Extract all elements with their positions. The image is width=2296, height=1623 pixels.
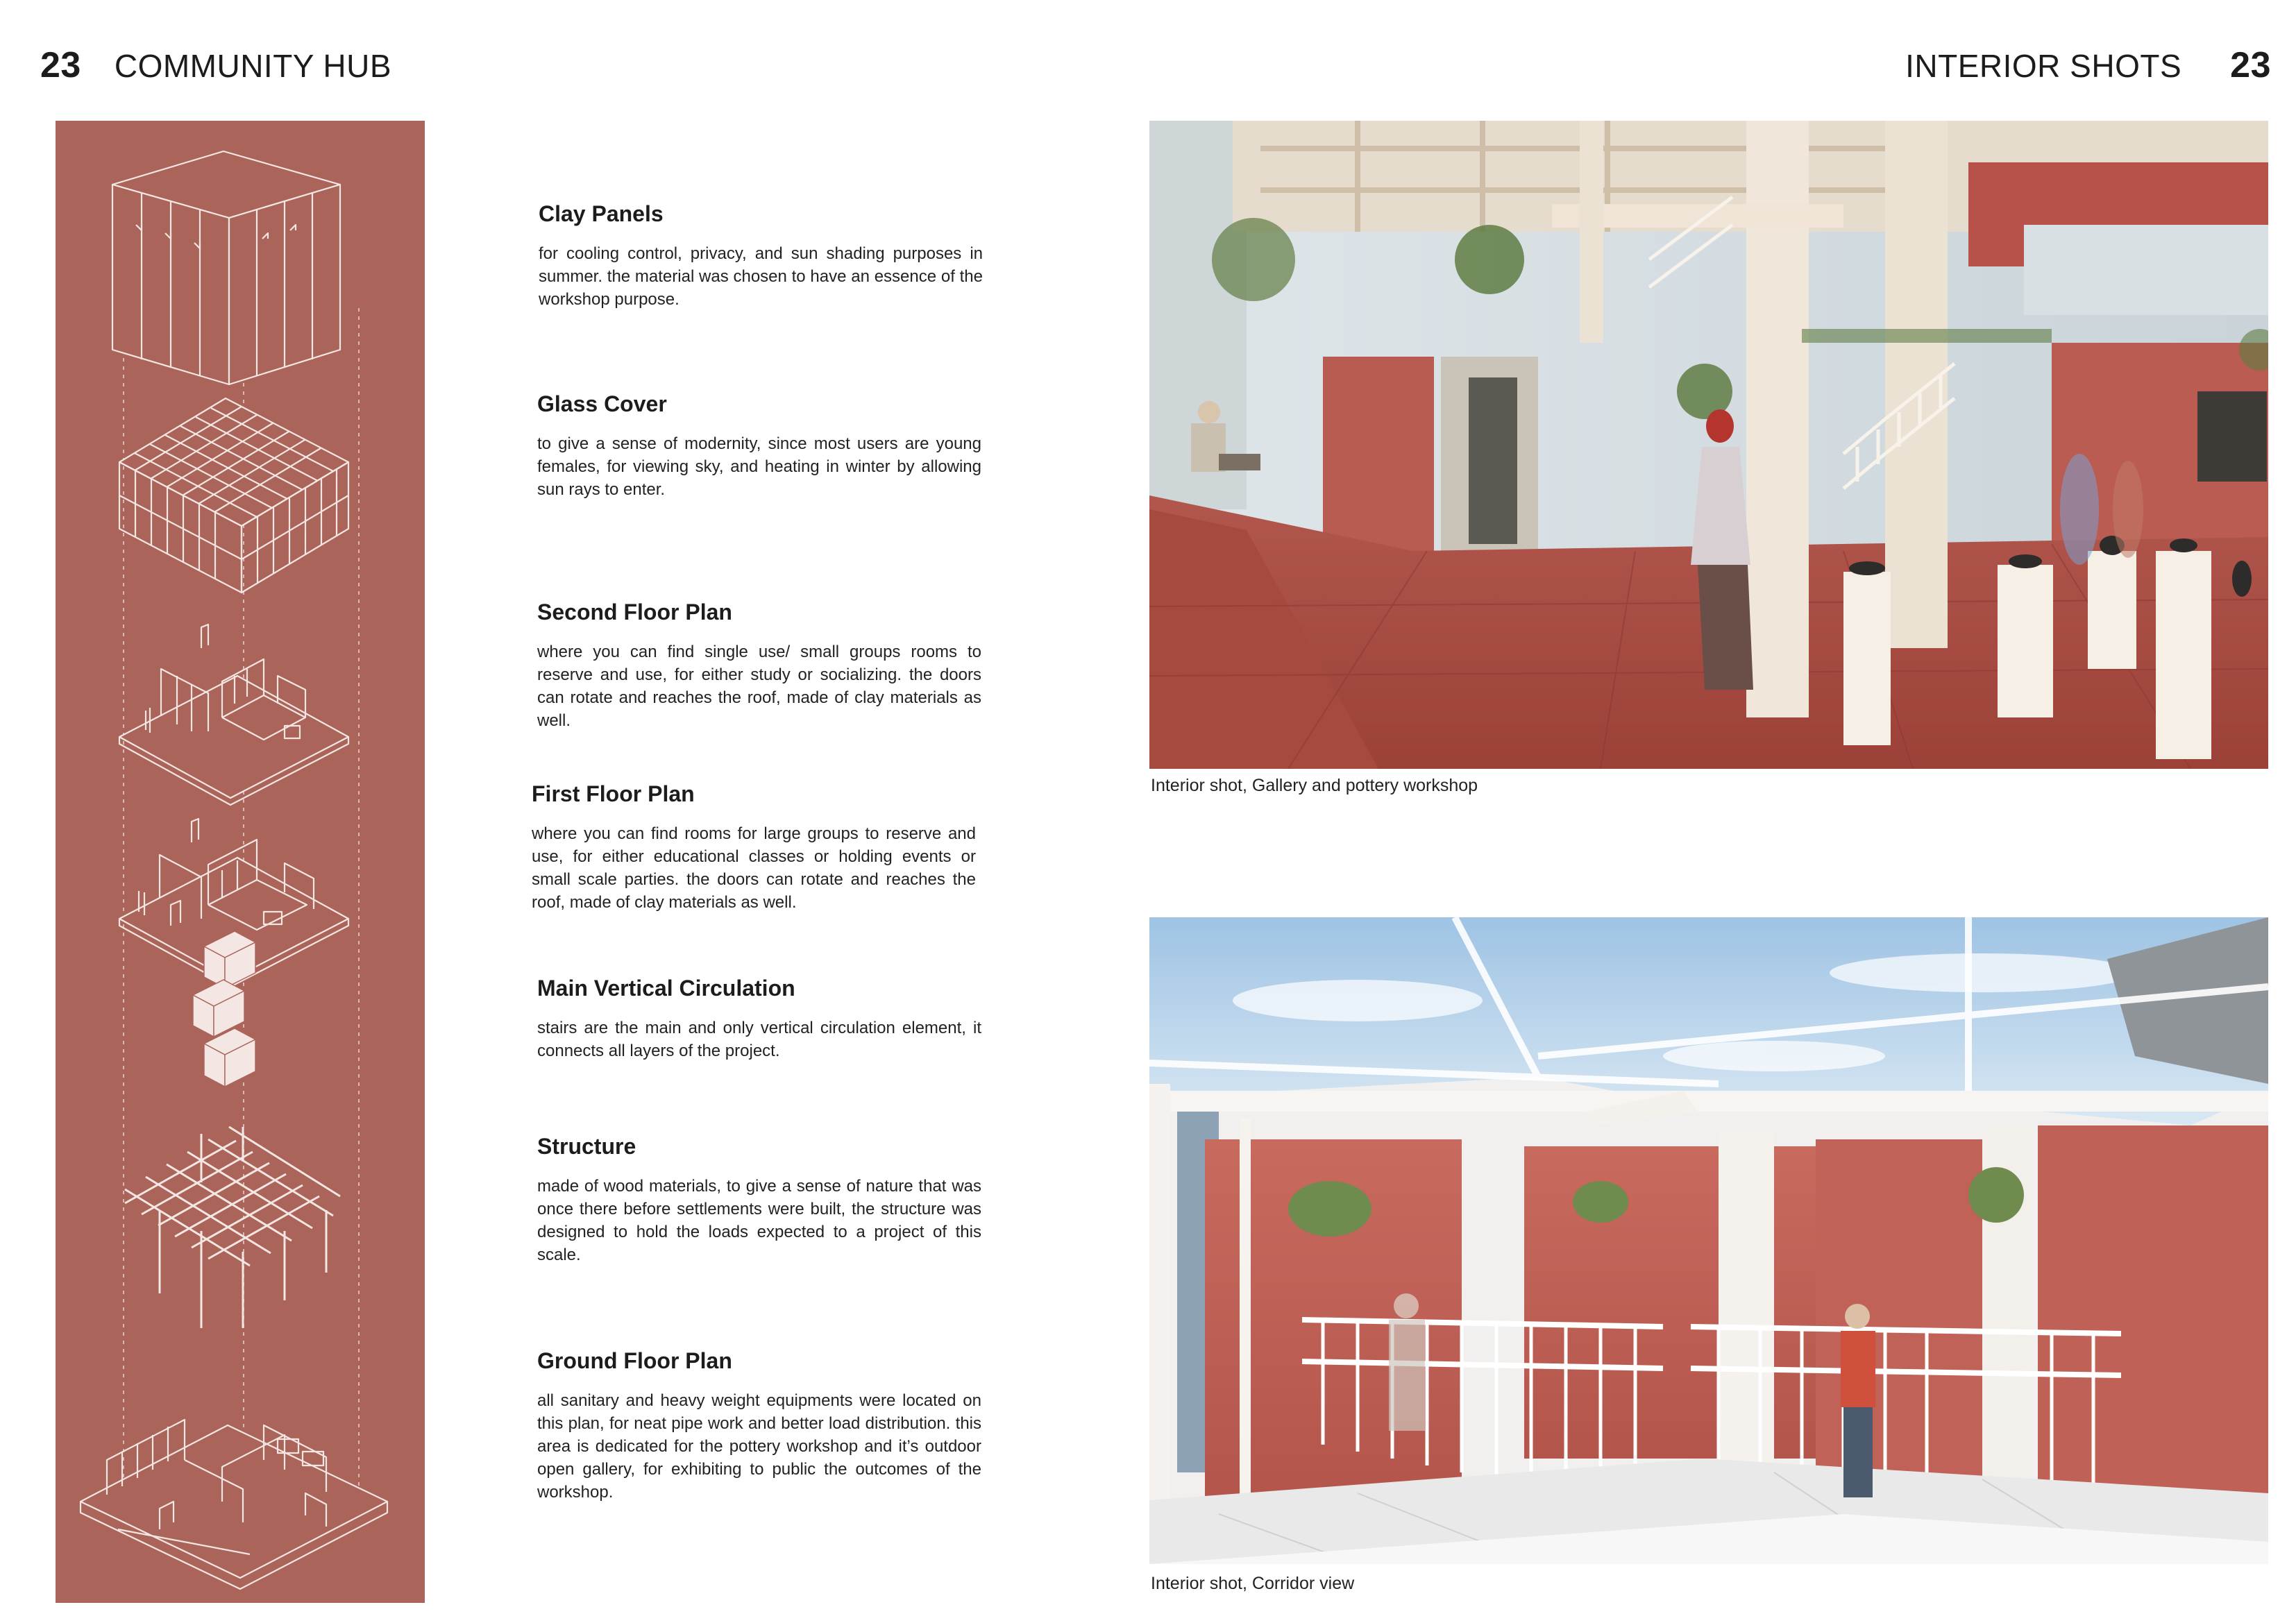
person-standing <box>1841 1304 1875 1497</box>
second-floor-layer <box>119 624 348 805</box>
ground-floor-layer <box>81 1420 387 1589</box>
layer-text: to give a sense of modernity, since most users are young females, for viewing sky, and heating in winter by allowing sun rays to enter. <box>537 434 981 499</box>
page-number-left: 23 <box>40 45 81 85</box>
header-left <box>40 44 391 86</box>
layer-description-first-floor <box>532 781 976 914</box>
layer-title: First Floor Plan <box>532 781 695 806</box>
layer-title: Glass Cover <box>537 391 667 416</box>
layer-text: made of wood materials, to give a sense of nature that was once there before settlements were built, the structure was designed to hold the loads expected to a project of this scale. <box>537 1177 981 1264</box>
exploded-axonometric-panel <box>56 121 425 1603</box>
layer-text: all sanitary and heavy weight equipments were located on this plan, for neat pipe work and better load distribution. this area is dedicated for the pottery workshop and it’s outdoor open gallery, for exhibiting to public the outcomes of the workshop. <box>537 1391 981 1502</box>
layer-text: where you can find rooms for large groups to reserve and use, for either educational classes or holding events or small scale parties. the doors can rotate and reaches the roof, made of clay materials as well. <box>532 824 976 912</box>
layer-description-second-floor <box>537 600 981 732</box>
layer-title: Main Vertical Circulation <box>537 976 795 1001</box>
layer-title: Ground Floor Plan <box>537 1348 732 1373</box>
layer-description-vertical-circulation <box>537 976 981 1062</box>
layer-description-structure <box>537 1134 981 1266</box>
layer-title: Second Floor Plan <box>537 600 732 624</box>
structure-layer <box>125 1127 340 1328</box>
layer-text: stairs are the main and only vertical circulation element, it connects all layers of the project. <box>537 1019 981 1060</box>
page-number-right: 23 <box>2230 45 2271 85</box>
photo-caption-gallery: Interior shot, Gallery and pottery workshop <box>1151 776 1478 795</box>
glass-cover-layer <box>119 398 348 593</box>
layer-description-clay-panels <box>539 201 983 311</box>
clay-panels-layer <box>112 151 340 384</box>
layer-title: Clay Panels <box>539 201 664 226</box>
layer-description-glass-cover <box>537 391 981 501</box>
layer-text: for cooling control, privacy, and sun shading purposes in summer. the material was chosen to have an essence of the workshop purpose. <box>539 244 983 309</box>
photo-caption-corridor: Interior shot, Corridor view <box>1151 1574 1355 1593</box>
spread-title: INTERIOR SHOTS <box>1905 48 2182 84</box>
layer-description-ground-floor <box>537 1348 981 1504</box>
section-title: COMMUNITY HUB <box>114 48 392 84</box>
layer-text: where you can find single use/ small groups rooms to reserve and use, for either study or socializing. the doors can rotate and reaches the roof, made of clay materials as well. <box>537 643 981 730</box>
layer-title: Structure <box>537 1134 636 1159</box>
interior-shot-corridor <box>1149 917 2268 1564</box>
interior-shot-gallery <box>1149 121 2268 769</box>
header-right <box>1905 44 2271 86</box>
